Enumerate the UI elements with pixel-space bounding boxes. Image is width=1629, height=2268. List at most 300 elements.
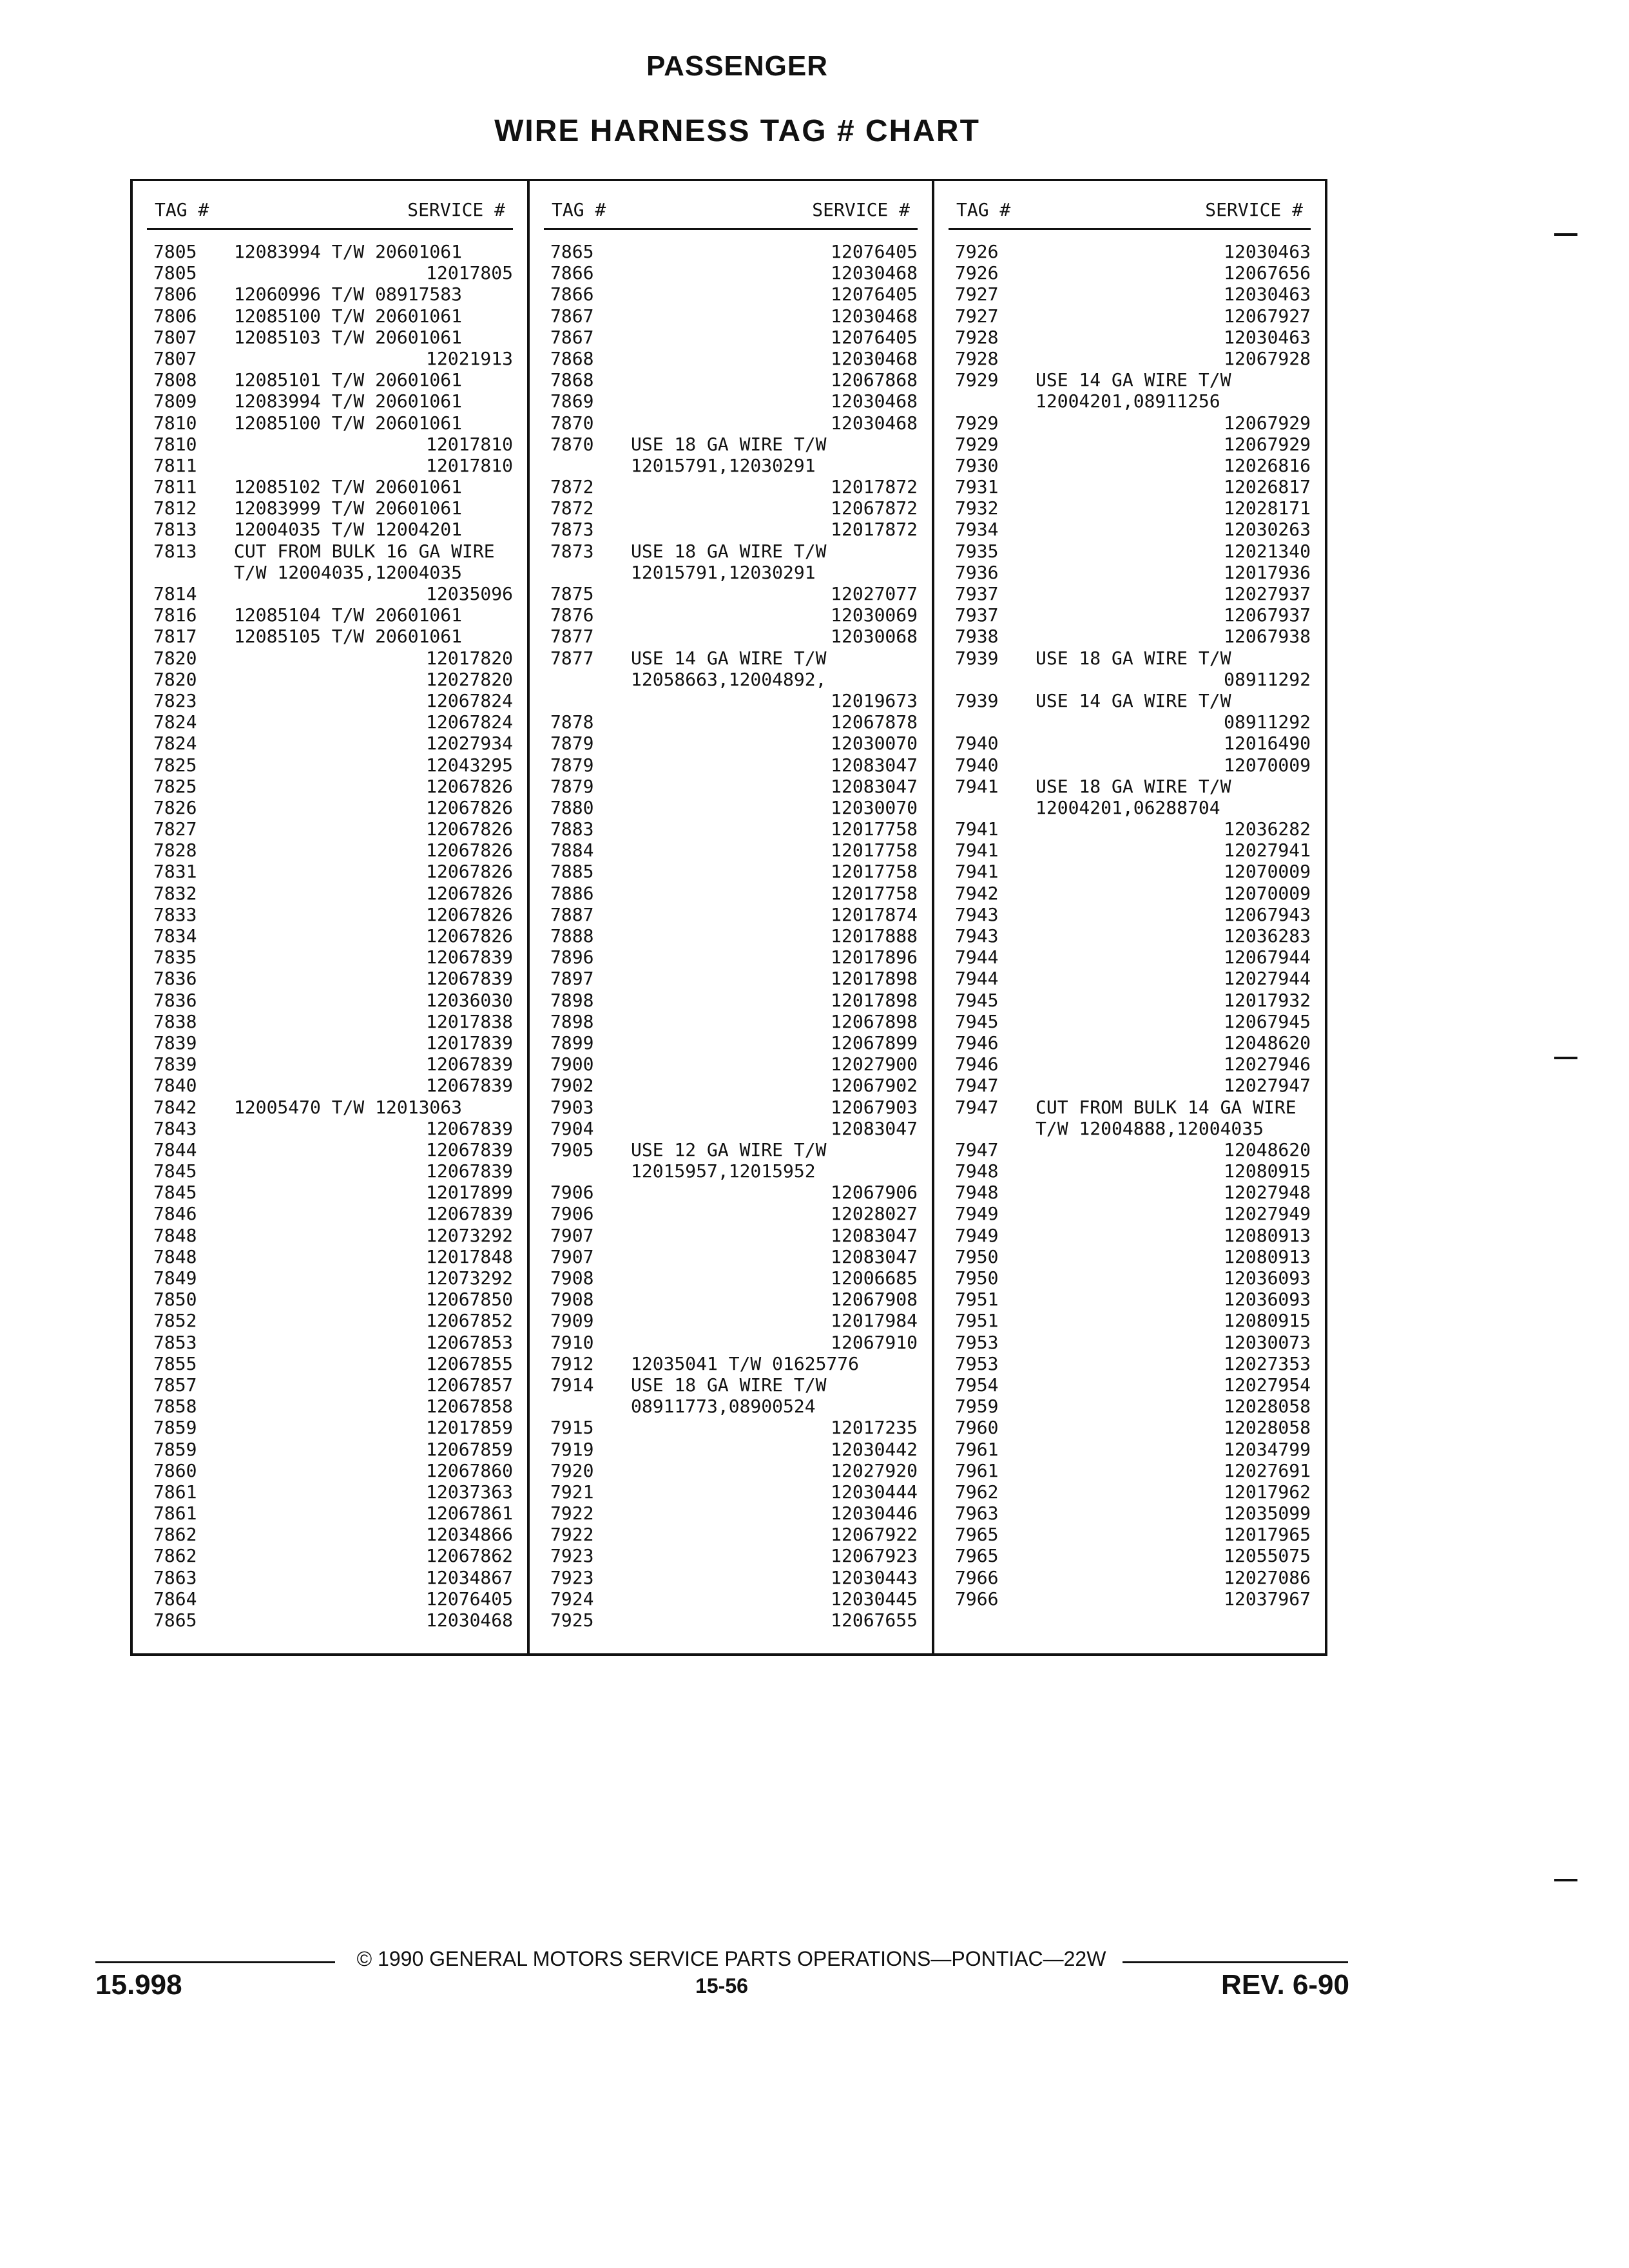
tag-number: 7928 <box>955 347 999 369</box>
service-number: 12017758 <box>831 818 918 840</box>
copyright-line: © 1990 GENERAL MOTORS SERVICE PARTS OPERATIONS—PONTIAC—22W <box>356 1947 1106 1970</box>
tag-number: 7966 <box>955 1566 999 1588</box>
tag-number: 7886 <box>550 882 594 904</box>
service-number: 12083047 <box>831 754 918 776</box>
tag-number: 7826 <box>153 796 197 818</box>
table-row <box>550 1289 923 1310</box>
service-number: 12034866 <box>426 1524 513 1546</box>
tag-number: 7813 <box>153 519 197 541</box>
service-number: 12034799 <box>1224 1438 1311 1460</box>
service-number: 12017839 <box>426 1032 513 1053</box>
tag-number: 7906 <box>550 1182 594 1204</box>
tag-number: 7842 <box>153 1096 197 1118</box>
table-row <box>153 733 518 754</box>
table-row <box>550 348 923 369</box>
service-number: 12034867 <box>426 1566 513 1588</box>
table-row <box>550 1310 923 1331</box>
table-row <box>550 1203 923 1224</box>
service-number: 12027944 <box>1224 968 1311 990</box>
table-row <box>550 434 923 455</box>
table-row <box>955 497 1316 519</box>
service-number: 12067927 <box>1224 305 1311 327</box>
table-row <box>955 690 1316 711</box>
service-number: 12067923 <box>831 1545 918 1567</box>
service-number: 12085105 T/W 20601061 <box>234 626 463 648</box>
service-number: 12067899 <box>831 1032 918 1053</box>
table-row <box>955 1460 1316 1481</box>
service-number: USE 18 GA WIRE T/W <box>1036 647 1231 669</box>
table-row <box>153 1118 518 1139</box>
service-number: 12035099 <box>1224 1503 1311 1524</box>
service-number: 12067826 <box>426 903 513 925</box>
table-row <box>550 1481 923 1503</box>
tag-number: 7953 <box>955 1331 999 1353</box>
table-row <box>550 1524 923 1545</box>
table-row <box>153 883 518 904</box>
service-number: 12083047 <box>831 775 918 797</box>
service-number: 12030443 <box>831 1566 918 1588</box>
service-number: 12035096 <box>426 583 513 604</box>
table-row <box>955 1524 1316 1545</box>
tag-number: 7947 <box>955 1096 999 1118</box>
table-row <box>153 968 518 989</box>
tag-number: 7835 <box>153 947 197 968</box>
tag-number: 7941 <box>955 775 999 797</box>
service-number: 12030446 <box>831 1503 918 1524</box>
table-row <box>153 604 518 626</box>
table-row <box>955 1396 1316 1417</box>
table-row <box>153 1225 518 1246</box>
service-number: 12015957,12015952 <box>631 1160 816 1182</box>
service-number: 12004201,06288704 <box>1036 796 1220 818</box>
service-number: 12060996 T/W 08917583 <box>234 284 463 305</box>
service-number: 12017758 <box>831 882 918 904</box>
service-number: 12017805 <box>426 262 513 284</box>
table-row <box>550 690 923 711</box>
table-row <box>153 262 518 284</box>
table-row <box>550 1097 923 1118</box>
tag-number: 7806 <box>153 284 197 305</box>
table-row <box>955 1075 1316 1096</box>
table-row <box>153 711 518 733</box>
service-number: 12067839 <box>426 1053 513 1075</box>
table-row <box>153 1332 518 1353</box>
tag-number: 7853 <box>153 1331 197 1353</box>
table-row <box>550 327 923 348</box>
table-row <box>550 1545 923 1566</box>
tag-number: 7814 <box>153 583 197 604</box>
service-number: 12067929 <box>1224 412 1311 434</box>
table-row <box>550 1118 923 1139</box>
service-number: 12017235 <box>831 1417 918 1439</box>
tag-number: 7859 <box>153 1417 197 1439</box>
table-row <box>955 754 1316 776</box>
service-number: 12067944 <box>1224 947 1311 968</box>
tag-number: 7824 <box>153 733 197 754</box>
table-row <box>153 1417 518 1438</box>
table-row <box>153 562 518 583</box>
service-number: 12076405 <box>831 326 918 348</box>
service-number: 12017936 <box>1224 561 1311 583</box>
page-subtitle: WIRE HARNESS TAG # CHART <box>494 114 980 148</box>
table-row <box>550 1011 923 1032</box>
table-row <box>955 519 1316 540</box>
table-row <box>550 583 923 604</box>
service-number: 12067839 <box>426 1075 513 1097</box>
service-number: USE 14 GA WIRE T/W <box>631 647 827 669</box>
tag-number: 7896 <box>550 947 594 968</box>
tag-number: 7947 <box>955 1075 999 1097</box>
table-row <box>550 818 923 840</box>
table-row <box>153 1396 518 1417</box>
tag-number: 7914 <box>550 1374 594 1396</box>
table-row <box>955 583 1316 604</box>
service-number: 12017899 <box>426 1182 513 1204</box>
table-row <box>153 476 518 497</box>
table-row <box>550 904 923 925</box>
tag-number: 7934 <box>955 519 999 541</box>
column-rows <box>153 241 518 1631</box>
service-number: 12067898 <box>831 1010 918 1032</box>
table-row <box>550 1567 923 1588</box>
service-number: 12070009 <box>1224 754 1311 776</box>
table-row <box>955 733 1316 754</box>
service-number: 12067878 <box>831 711 918 733</box>
service-number: 12083047 <box>831 1224 918 1246</box>
table-row <box>955 1289 1316 1310</box>
table-row <box>153 669 518 690</box>
table-row <box>153 1246 518 1267</box>
tag-number: 7872 <box>550 497 594 519</box>
tag-number: 7920 <box>550 1459 594 1481</box>
table-row <box>550 754 923 776</box>
tag-number: 7810 <box>153 412 197 434</box>
service-number: 12067826 <box>426 818 513 840</box>
table-row <box>153 648 518 669</box>
service-number: 12067826 <box>426 840 513 861</box>
service-number: 12070009 <box>1224 882 1311 904</box>
table-row <box>153 1182 518 1203</box>
service-number: 12055075 <box>1224 1545 1311 1567</box>
service-number: 12067826 <box>426 861 513 883</box>
tag-number: 7948 <box>955 1182 999 1204</box>
tag-number: 7838 <box>153 1010 197 1032</box>
tag-number: 7937 <box>955 604 999 626</box>
service-number: 12085103 T/W 20601061 <box>234 326 463 348</box>
tag-number: 7905 <box>550 1139 594 1160</box>
table-row <box>955 1118 1316 1139</box>
service-number: 12021913 <box>426 347 513 369</box>
table-row <box>550 840 923 861</box>
table-row <box>955 390 1316 412</box>
tag-number: 7926 <box>955 241 999 262</box>
table-row <box>955 1374 1316 1396</box>
service-number: 12067839 <box>426 968 513 990</box>
tag-number: 7966 <box>955 1588 999 1610</box>
table-row <box>153 348 518 369</box>
table-row <box>153 776 518 797</box>
tag-number: 7805 <box>153 262 197 284</box>
service-number: 12021340 <box>1224 540 1311 562</box>
service-number: USE 18 GA WIRE T/W <box>1036 775 1231 797</box>
service-number: 12030468 <box>831 390 918 412</box>
tag-number: 7879 <box>550 754 594 776</box>
service-number: 12027937 <box>1224 583 1311 604</box>
table-row <box>550 1032 923 1053</box>
service-number: 12027954 <box>1224 1374 1311 1396</box>
table-row <box>153 497 518 519</box>
tag-number: 7932 <box>955 497 999 519</box>
tag-number: 7836 <box>153 989 197 1011</box>
table-row <box>550 476 923 497</box>
tag-number: 7880 <box>550 796 594 818</box>
service-number: 12017898 <box>831 989 918 1011</box>
table-row <box>153 690 518 711</box>
header-service: SERVICE # <box>1205 199 1303 220</box>
table-column-2 <box>530 179 932 1653</box>
service-number: 12067839 <box>426 1139 513 1160</box>
tag-number: 7845 <box>153 1182 197 1204</box>
service-number: 12027949 <box>1224 1203 1311 1225</box>
tag-number: 7887 <box>550 903 594 925</box>
tag-number: 7876 <box>550 604 594 626</box>
table-row <box>153 797 518 818</box>
tag-number: 7900 <box>550 1053 594 1075</box>
tag-number: 7908 <box>550 1289 594 1311</box>
service-number: 12017820 <box>426 647 513 669</box>
tag-number: 7868 <box>550 347 594 369</box>
tag-number: 7824 <box>153 711 197 733</box>
service-number: CUT FROM BULK 16 GA WIRE <box>234 540 495 562</box>
service-number: 12036283 <box>1224 925 1311 947</box>
tag-number: 7925 <box>550 1610 594 1631</box>
table-row <box>153 412 518 434</box>
tag-number: 7885 <box>550 861 594 883</box>
table-row <box>550 648 923 669</box>
page-number-center: 15-56 <box>695 1974 748 1997</box>
table-row <box>955 947 1316 968</box>
tag-number: 7812 <box>153 497 197 519</box>
service-number: 12030468 <box>426 1610 513 1631</box>
table-row <box>153 1097 518 1118</box>
service-number: 12028058 <box>1224 1396 1311 1418</box>
table-row <box>550 1160 923 1182</box>
table-row <box>153 925 518 947</box>
header-tag: TAG # <box>956 199 1011 220</box>
tag-number: 7810 <box>153 433 197 455</box>
service-number: 12030468 <box>831 412 918 434</box>
service-number: 12027947 <box>1224 1075 1311 1097</box>
service-number: 12076405 <box>831 284 918 305</box>
table-row <box>550 968 923 989</box>
tag-number: 7840 <box>153 1075 197 1097</box>
table-row <box>955 1332 1316 1353</box>
table-row <box>550 541 923 562</box>
tag-number: 7959 <box>955 1396 999 1418</box>
table-row <box>550 947 923 968</box>
service-number: 12067855 <box>426 1352 513 1374</box>
tag-number: 7963 <box>955 1503 999 1524</box>
table-row <box>153 1610 518 1631</box>
tag-number: 7866 <box>550 262 594 284</box>
table-row <box>550 1246 923 1267</box>
table-row <box>550 1460 923 1481</box>
service-number: 12036282 <box>1224 818 1311 840</box>
tag-number: 7930 <box>955 454 999 476</box>
tag-number: 7907 <box>550 1245 594 1267</box>
tag-number: 7961 <box>955 1459 999 1481</box>
service-number: 12067862 <box>426 1545 513 1567</box>
tag-number: 7878 <box>550 711 594 733</box>
table-row <box>955 1267 1316 1289</box>
table-row <box>550 797 923 818</box>
table-row <box>955 1310 1316 1331</box>
service-number: 12080915 <box>1224 1310 1311 1332</box>
table-row <box>955 412 1316 434</box>
service-number: 12067839 <box>426 1117 513 1139</box>
service-number: 12017962 <box>1224 1481 1311 1503</box>
service-number: 12006685 <box>831 1267 918 1289</box>
tag-number: 7859 <box>153 1438 197 1460</box>
service-number: T/W 12004035,12004035 <box>234 561 463 583</box>
service-number: 12085101 T/W 20601061 <box>234 369 463 391</box>
table-row <box>550 241 923 262</box>
table-row <box>550 883 923 904</box>
tag-number: 7888 <box>550 925 594 947</box>
tag-number: 7965 <box>955 1524 999 1546</box>
tag-number: 7954 <box>955 1374 999 1396</box>
table-row <box>955 1503 1316 1524</box>
tag-number: 7877 <box>550 626 594 648</box>
service-number: 12067908 <box>831 1289 918 1311</box>
tag-number: 7922 <box>550 1524 594 1546</box>
service-number: 12004201,08911256 <box>1036 390 1220 412</box>
table-row <box>153 818 518 840</box>
service-number: 08911773,08900524 <box>631 1396 816 1418</box>
table-row <box>955 990 1316 1011</box>
service-number: 12083994 T/W 20601061 <box>234 390 463 412</box>
tag-number: 7940 <box>955 754 999 776</box>
tag-number: 7805 <box>153 241 197 262</box>
tag-number: 7935 <box>955 540 999 562</box>
service-number: 12017838 <box>426 1010 513 1032</box>
tag-number: 7903 <box>550 1096 594 1118</box>
service-number: 12027941 <box>1224 840 1311 861</box>
tag-number: 7873 <box>550 540 594 562</box>
tag-number: 7949 <box>955 1203 999 1225</box>
tag-number: 7922 <box>550 1503 594 1524</box>
service-number: 12030468 <box>831 262 918 284</box>
tag-number: 7929 <box>955 369 999 391</box>
tag-number: 7883 <box>550 818 594 840</box>
margin-tick <box>1554 1879 1577 1881</box>
table-row <box>550 1053 923 1075</box>
tag-number: 7943 <box>955 903 999 925</box>
tag-number: 7848 <box>153 1224 197 1246</box>
service-number: 12017932 <box>1224 989 1311 1011</box>
service-number: 12030463 <box>1224 326 1311 348</box>
service-number: 08911292 <box>1224 668 1311 690</box>
header-service: SERVICE # <box>812 199 910 220</box>
service-number: 12067826 <box>426 925 513 947</box>
table-row <box>955 1353 1316 1374</box>
table-row <box>955 1139 1316 1160</box>
table-row <box>550 1417 923 1438</box>
tag-number: 7884 <box>550 840 594 861</box>
tag-number: 7949 <box>955 1224 999 1246</box>
table-row <box>153 626 518 647</box>
table-row <box>153 904 518 925</box>
service-number: 12083047 <box>831 1245 918 1267</box>
tag-number: 7907 <box>550 1224 594 1246</box>
tag-number: 7870 <box>550 412 594 434</box>
service-number: 12067857 <box>426 1374 513 1396</box>
tag-number: 7831 <box>153 861 197 883</box>
service-number: 12030263 <box>1224 519 1311 541</box>
footer-rule-left <box>95 1961 335 1963</box>
table-row <box>955 476 1316 497</box>
service-number: 12037363 <box>426 1481 513 1503</box>
tag-number: 7950 <box>955 1245 999 1267</box>
service-number: 12015791,12030291 <box>631 454 816 476</box>
table-row <box>955 711 1316 733</box>
tag-number: 7965 <box>955 1545 999 1567</box>
table-row <box>955 604 1316 626</box>
tag-number: 7867 <box>550 305 594 327</box>
tag-number: 7961 <box>955 1438 999 1460</box>
table-row <box>550 1225 923 1246</box>
service-number: 12070009 <box>1224 861 1311 883</box>
tag-number: 7919 <box>550 1438 594 1460</box>
table-row <box>955 455 1316 476</box>
tag-number: 7825 <box>153 754 197 776</box>
service-number: 12067868 <box>831 369 918 391</box>
table-row <box>955 369 1316 390</box>
service-number: T/W 12004888,12004035 <box>1036 1117 1264 1139</box>
service-number: 12017888 <box>831 925 918 947</box>
tag-number: 7939 <box>955 689 999 711</box>
service-number: 12067945 <box>1224 1010 1311 1032</box>
service-number: 12048620 <box>1224 1032 1311 1053</box>
service-number: USE 18 GA WIRE T/W <box>631 540 827 562</box>
tag-number: 7807 <box>153 347 197 369</box>
tag-number: 7938 <box>955 626 999 648</box>
tag-number: 7858 <box>153 1396 197 1418</box>
table-row <box>955 262 1316 284</box>
tag-number: 7942 <box>955 882 999 904</box>
tag-number: 7944 <box>955 947 999 968</box>
service-number: 12017872 <box>831 476 918 498</box>
table-row <box>550 861 923 882</box>
tag-number: 7839 <box>153 1032 197 1053</box>
table-row <box>153 1374 518 1396</box>
tag-number: 7862 <box>153 1524 197 1546</box>
table-column-3 <box>934 179 1325 1653</box>
tag-number: 7939 <box>955 647 999 669</box>
service-number: 08911292 <box>1224 711 1311 733</box>
tag-number: 7921 <box>550 1481 594 1503</box>
service-number: 12073292 <box>426 1267 513 1289</box>
service-number: 12017810 <box>426 454 513 476</box>
table-row <box>550 1332 923 1353</box>
table-row <box>955 241 1316 262</box>
table-row <box>153 1075 518 1096</box>
tag-number: 7927 <box>955 284 999 305</box>
table-row <box>550 284 923 305</box>
table-row <box>550 1182 923 1203</box>
table-row <box>153 305 518 327</box>
table-row <box>550 733 923 754</box>
